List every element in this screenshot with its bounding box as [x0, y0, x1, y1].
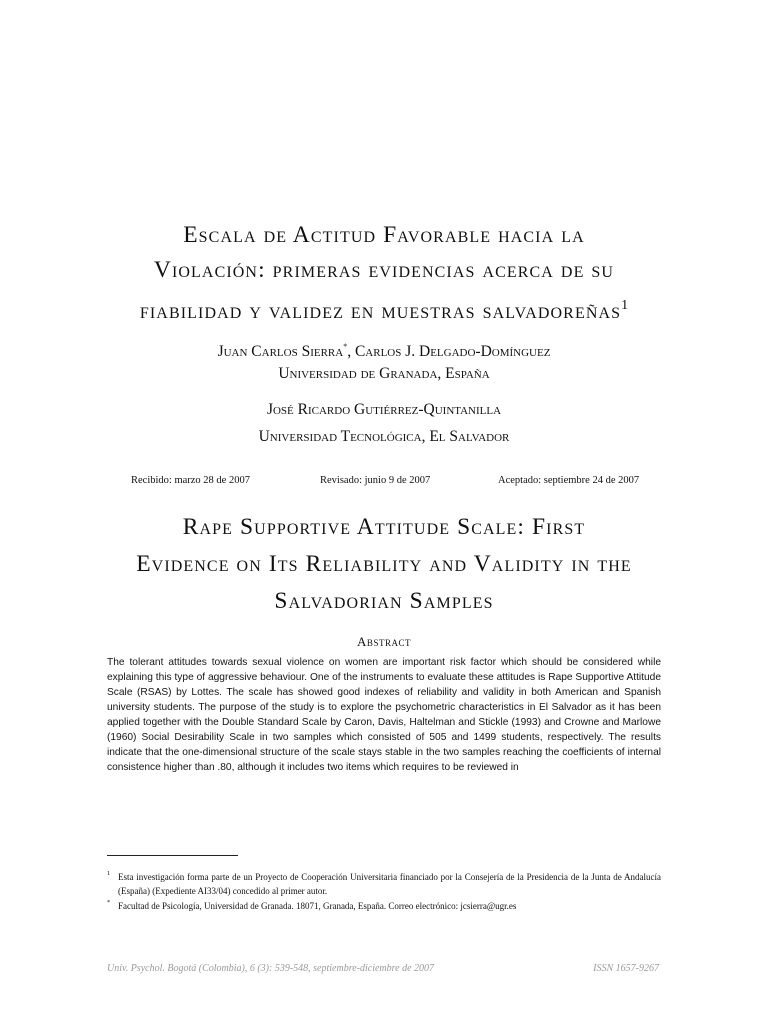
affiliation-granada: Universidad de Granada, España: [278, 365, 490, 382]
author-footnote-mark: *: [343, 342, 348, 351]
spanish-title: [0, 218, 768, 329]
author-name-gutierrez: José Ricardo Gutiérrez-Quintanilla: [266, 401, 502, 418]
author-name-delgado: , Carlos J. Delgado-Domínguez: [347, 343, 551, 360]
footnote-1-text: Esta investigación forma parte de un Proyecto de Cooperación Universitaria financiado por la Consejería de la Presidencia de la Junta de Andalucía (España) (Expediente AI33/04) concedido al primer autor.: [118, 872, 661, 896]
footer-citation: Univ. Psychol. Bogotá (Colombia), 6 (3): 539-548, septiembre-diciembre de 2007: [107, 963, 435, 974]
affiliation-utec: Universidad Tecnológica, El Salvador: [258, 428, 510, 445]
date-accepted: Aceptado: septiembre 24 de 2007: [498, 475, 640, 486]
footnote-1-mark: 1: [107, 870, 111, 877]
footnote-2-text: Facultad de Psicología, Universidad de Granada. 18071, Granada, España. Correo electrónico: jcsierra@ugr.es: [118, 901, 517, 911]
spanish-title-line-3: [0, 288, 768, 329]
footnote-2-mark: *: [107, 899, 111, 906]
abstract-heading: Abstract: [357, 634, 411, 649]
footnote-1: [107, 870, 661, 898]
spanish-title-line-3-text: fiabilidad y validez en muestras salvadoreñas: [139, 298, 622, 324]
english-title-line-3: Salvadorian Samples: [274, 588, 494, 614]
footnote-divider: [107, 855, 238, 856]
date-revised: Revisado: junio 9 de 2007: [320, 475, 431, 486]
footnote-2: [107, 899, 661, 913]
spanish-title-line-2: Violación: primeras evidencias acerca de su: [153, 257, 615, 283]
abstract-text: The tolerant attitudes towards sexual violence on women are important risk factor which should be considered while explaining this type of aggressive behaviour. One of the instruments to evaluate these attitudes is Rape Supportive Attitude Scale (RSAS) by Lottes. The scale has showed good indexes of reliability and validity in both American and Spanish university students. The purpose of the study is to explore the psychometric characteristics in El Salvador as it has been applied together with the Double Standard Scale by Caron, Davis, Haltelman and Stickle (1993) and Crowne and Marlowe (1960) Social Desirability Scale in two samples which consisted of 505 and 1499 students, respectively. The results indicate that the one-dimensional structure of the scale stays stable in the two samples reaching the coefficients of internal consistence higher than .80, although it includes two items which requires to be reviewed in: [107, 657, 661, 773]
author-name-sierra: Juan Carlos Sierra: [217, 343, 344, 360]
footer-issn: ISSN 1657-9267: [593, 963, 659, 974]
title-footnote-mark: 1: [621, 298, 629, 313]
english-title: [0, 509, 768, 620]
date-received: Recibido: marzo 28 de 2007: [131, 475, 250, 486]
author-line-1: [0, 337, 768, 362]
spanish-title-line-1: Escala de Actitud Favorable hacia la: [183, 222, 585, 248]
english-title-line-1: Rape Supportive Attitude Scale: First: [182, 514, 586, 540]
english-title-line-2: Evidence on Its Reliability and Validity in the: [136, 551, 632, 577]
